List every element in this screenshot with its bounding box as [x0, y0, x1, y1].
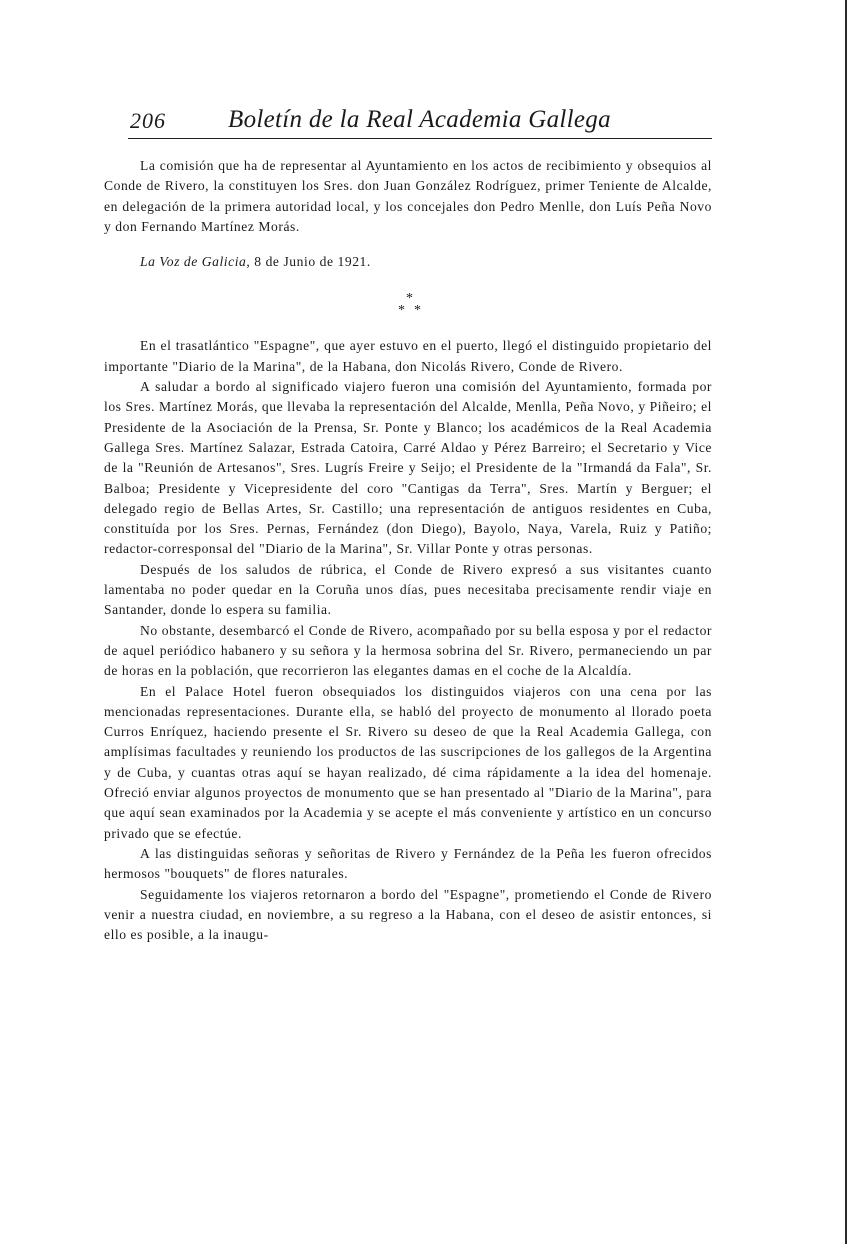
paragraph-arrival: En el trasatlántico "Espagne", que ayer estuvo en el puerto, llegó el distinguido propietario del importante "Diario de la Marina", de la Habana, don Nicolás Rivero, Conde de Rivero. — [104, 338, 712, 374]
paragraph-committee: La comisión que ha de representar al Ayuntamiento en los actos de recibimiento y obsequios al Conde de Rivero, la constituyen los Sres. don Juan González Rodríguez, primer Teniente de Alcalde, en delegación de la primera autoridad local, y los concejales don Pedro Menlle, don Luís Peña Novo y don Fernando Martínez Morás. — [104, 158, 712, 234]
paragraph-welcome-committee: A saludar a bordo al significado viajero fueron una comisión del Ayuntamiento, formada por los Sres. Martínez Morás, que llevaba la representación del Alcalde, Menlla, Peña Novo, y Piñeiro; el Presidente de la Asociación de la Prensa, Sr. Ponte y Blanco; los académicos de la Real Academia Gallega Sres. Martínez Salazar, Estrada Catoira, Carré Aldao y Pérez Barreiro; el Secretario y Vice de la "Reunión de Artesanos", Sres. Lugrís Freire y Seijo; el Presidente de la "Irmandá da Fala", Sr. Balboa; Presidente y Vicepresidente del coro "Cantigas da Terra", Sres. Martín y Berguer; el delegado regio de Bellas Artes, Sr. Castillo; una representación de antiguos residentes en Cuba, constituída por los Sres. Pernas, Fernández (don Diego), Bayolo, Naya, Varela, Ruiz y Patiño; redactor-corresponsal del "Diario de la Marina", Sr. Villar Ponte y otras personas. — [104, 379, 712, 557]
page-header — [128, 104, 712, 139]
paragraph-bouquets: A las distinguidas señoras y señoritas de Rivero y Fernández de la Peña les fueron ofrecidos hermosos "bouquets" de flores naturales. — [104, 845, 712, 882]
source-date: , 8 de Junio de 1921. — [246, 254, 371, 270]
page-edge-line — [845, 0, 847, 1244]
paragraph-greetings: Después de los saludos de rúbrica, el Conde de Rivero expresó a sus visitantes cuanto lamentaba no poder quedar en la Coruña unos días, pues necesitaba precisamente rendir viaje en Santander, donde lo espera su familia. — [104, 561, 712, 618]
asterism-star-top: * — [406, 291, 414, 307]
source-citation — [104, 252, 712, 272]
journal-title: Boletín de la Real Academia Gallega — [228, 106, 611, 133]
section-asterism — [104, 280, 712, 326]
paragraph-dinner: En el Palace Hotel fueron obsequiados los distinguidos viajeros con una cena por las mencionadas representaciones. Durante ella, se habló del proyecto de monumento al llorado poeta Curros Enríquez, haciendo presente el Sr. Rivero su deseo de que la Real Academia Gallega, con amplísimas facultades y reuniendo los productos de las suscripciones de los gallegos de la Argentina y de Cuba, y cuantas otras aquí se hayan realizado, dé cima rápidamente a la idea del homenaje. Ofreció enviar algunos proyectos de monumento que se han presentado al "Diario de la Marina", para que aquí sean examinados por la Academia y se acepte el más conveniente y artístico en un concurso privado que se efectúe. — [104, 683, 712, 841]
page-number: 206 — [130, 108, 166, 133]
article-body — [104, 156, 712, 945]
paragraph-disembark: No obstante, desembarcó el Conde de Rivero, acompañado por su bella esposa y por el redactor de aquel periódico habanero y su señora y la hermosa sobrina del Sr. Rivero, permaneciendo un par de horas en la población, que recorrieron las elegantes damas en el coche de la Alcaldía. — [104, 622, 712, 679]
asterism-star-left: * — [398, 303, 406, 319]
source-newspaper: La Voz de Galicia — [140, 254, 247, 270]
paragraph-return: Seguidamente los viajeros retornaron a bordo del "Espagne", prometiendo el Conde de Rivero venir a nuestra ciudad, en noviembre, a su regreso a la Habana, con el deseo de asistir entonces, si ello es posible, a la inaugu- — [104, 886, 712, 943]
asterism-star-right: * — [414, 303, 422, 319]
